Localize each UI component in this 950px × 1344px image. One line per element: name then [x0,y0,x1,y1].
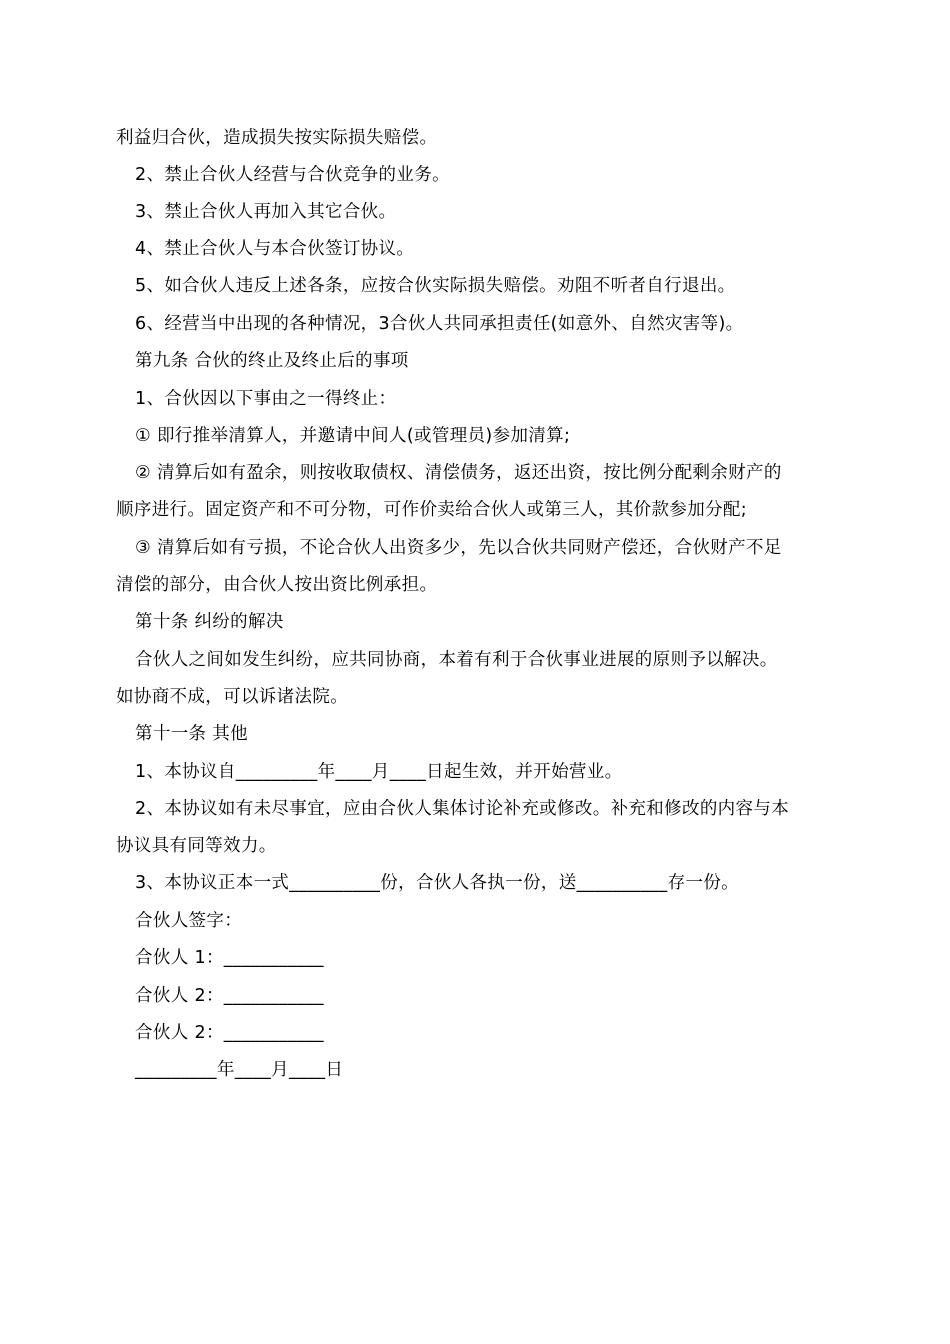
section-heading: 第十条 纠纷的解决 [135,612,284,632]
text-line: 1、本协议自_________年____月____日起生效，并开始营业。 [135,762,623,782]
text-line: 顺序进行。固定资产和不可分物，可作价卖给合伙人或第三人，其价款参加分配; [116,500,747,520]
date-line: _________年____月____日 [135,1060,344,1080]
text-line: 4、禁止合伙人与本合伙签订协议。 [135,239,415,259]
signature-line-partner-1: 合伙人 1：___________ [135,948,324,968]
text-line: 5、如合伙人违反上述各条，应按合伙实际损失赔偿。劝阻不听者自行退出。 [135,276,736,296]
text-line: 1、合伙因以下事由之一得终止： [135,389,397,409]
text-line: ③ 清算后如有亏损，不论合伙人出资多少，先以合伙共同财产偿还，合伙财产不足 [135,538,782,558]
text-line: 清偿的部分，由合伙人按出资比例承担。 [116,575,438,595]
text-line: ② 清算后如有盈余，则按收取债权、清偿债务，返还出资，按比例分配剩余财产的 [135,463,782,483]
signature-line-partner-2: 合伙人 2：___________ [135,986,324,1006]
signature-line-partner-3: 合伙人 2：___________ [135,1023,324,1043]
text-line: 如协商不成，可以诉诸法院。 [116,687,349,707]
text-line: 3、本协议正本一式__________份，合伙人各执一份，送__________存一份。 [135,873,740,893]
text-line: 协议具有同等效力。 [116,836,277,856]
section-heading: 第九条 合伙的终止及终止后的事项 [135,351,409,371]
text-line: 合伙人之间如发生纠纷，应共同协商，本着有利于合伙事业进展的原则予以解决。 [135,650,778,670]
text-line: ① 即行推举清算人，并邀请中间人(或管理员)参加清算; [135,426,571,446]
text-line: 6、经营当中出现的各种情况，3合伙人共同承担责任(如意外、自然灾害等)。 [135,314,744,334]
signature-heading: 合伙人签字： [135,911,243,931]
text-line: 3、禁止合伙人再加入其它合伙。 [135,202,397,222]
text-line: 2、本协议如有未尽事宜，应由合伙人集体讨论补充或修改。补充和修改的内容与本 [135,799,790,819]
text-line: 利益归合伙，造成损失按实际损失赔偿。 [116,128,438,148]
section-heading: 第十一条 其他 [135,724,249,744]
text-line: 2、禁止合伙人经营与合伙竞争的业务。 [135,165,450,185]
